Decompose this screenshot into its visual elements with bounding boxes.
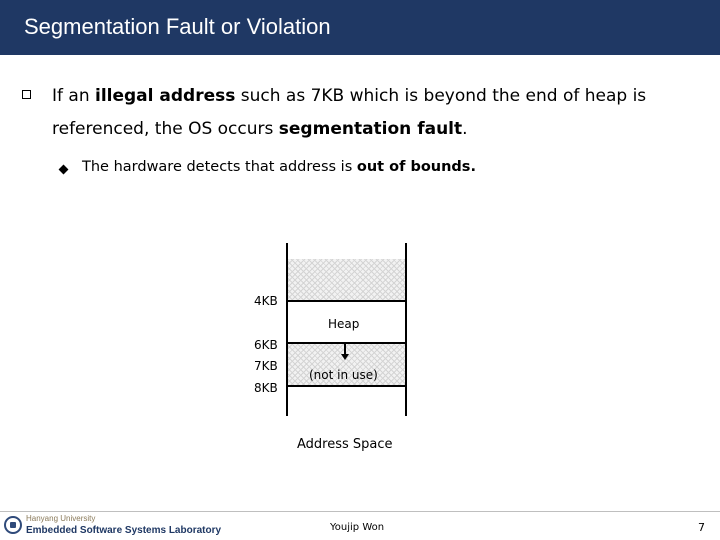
sub-bold-out-of-bounds: out of bounds. <box>356 159 476 175</box>
para-text-1: If an <box>52 86 95 106</box>
university-logo-icon <box>4 516 22 534</box>
label-4kb: 4KB <box>254 294 278 308</box>
author-name: Youjip Won <box>330 522 385 533</box>
right-boundary-line <box>405 243 407 416</box>
slide-title: Segmentation Fault or Violation <box>24 14 331 39</box>
line-6kb <box>286 342 407 344</box>
university-name: Hanyang University <box>26 514 96 523</box>
para-text-3: . <box>462 119 468 139</box>
heap-label: Heap <box>328 317 360 331</box>
main-paragraph <box>52 80 702 146</box>
code-region-hatched <box>287 259 405 301</box>
square-bullet-icon <box>22 90 31 99</box>
diagram-caption: Address Space <box>297 437 393 452</box>
label-8kb: 8KB <box>254 381 278 395</box>
diamond-bullet-icon <box>59 165 69 175</box>
left-boundary-line <box>286 243 288 416</box>
label-7kb: 7KB <box>254 359 278 373</box>
para-text-2: such as 7KB which is beyond the end of heap is referenced, the OS occurs <box>52 86 647 139</box>
line-4kb <box>286 300 407 302</box>
sub-text: The hardware detects that address is <box>82 159 357 175</box>
label-6kb: 6KB <box>254 338 278 352</box>
footer-divider <box>0 511 720 512</box>
sub-bullet-text <box>82 159 476 175</box>
title-bar <box>0 0 720 55</box>
para-bold-illegal-address: illegal address <box>95 86 236 106</box>
not-in-use-label: (not in use) <box>309 368 378 382</box>
arrow-down-icon <box>341 354 349 360</box>
line-8kb <box>286 385 407 387</box>
lab-name: Embedded Software Systems Laboratory <box>26 525 222 536</box>
para-bold-segmentation-fault: segmentation fault <box>278 119 463 139</box>
page-number: 7 <box>698 521 705 534</box>
